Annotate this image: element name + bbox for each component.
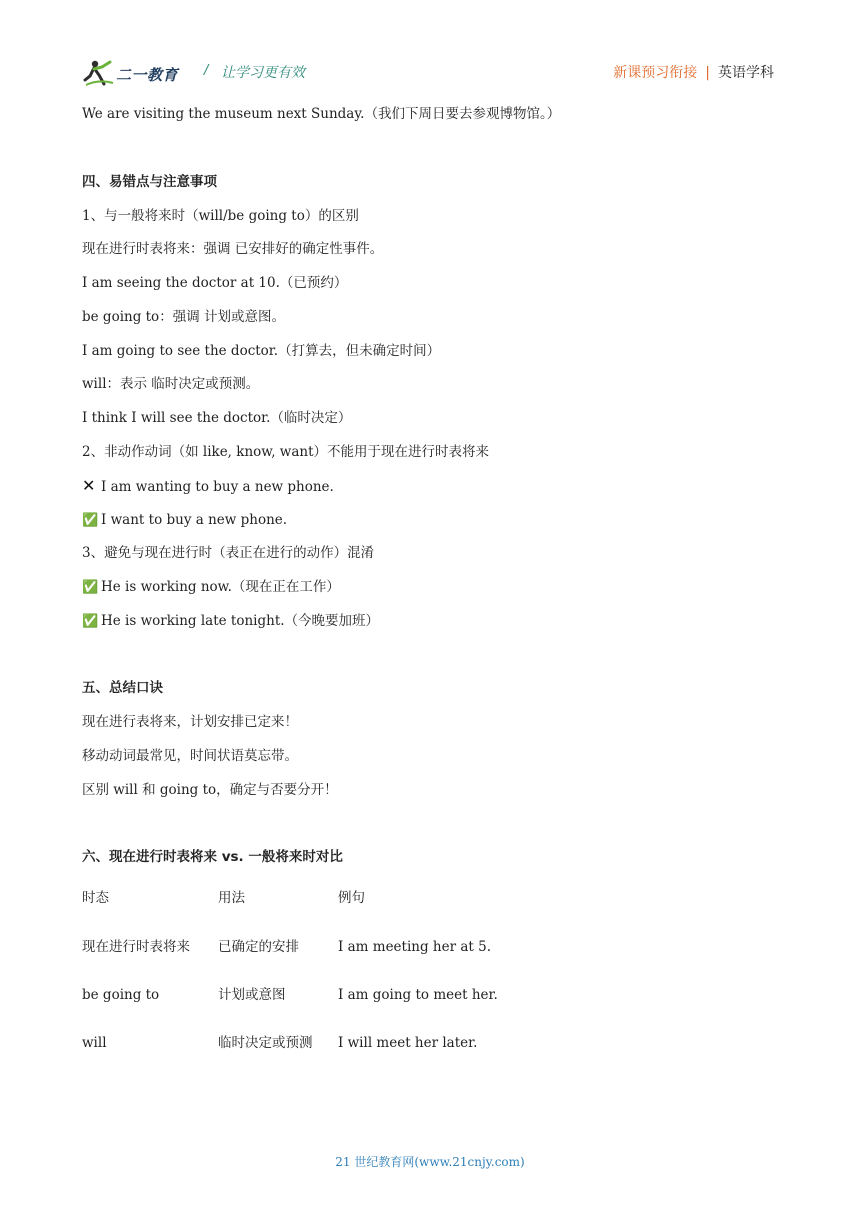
- logo-text: 二一教育: [116, 66, 179, 84]
- table-cell: be going to: [82, 987, 160, 1003]
- page-header: [82, 56, 774, 90]
- course-label: 新课预习衔接: [613, 65, 698, 81]
- table-cell: 已确定的安排: [218, 939, 299, 955]
- check-icon: ✅: [82, 614, 99, 629]
- section-heading-4: 四、易错点与注意事项: [82, 174, 217, 190]
- example-text: He is working now.（现在正在工作）: [101, 579, 340, 595]
- check-icon: ✅: [82, 580, 99, 595]
- table-cell: I am going to meet her.: [338, 987, 498, 1003]
- table-header-cell: 例句: [338, 890, 365, 906]
- correct-example: [82, 611, 379, 632]
- text-line: 3、避免与现在进行时（表正在进行的动作）混淆: [82, 545, 375, 561]
- wrong-example: [82, 476, 334, 497]
- header-slogan: 让学习更有效: [221, 65, 305, 81]
- table-cell: 现在进行时表将来: [82, 939, 190, 955]
- correct-example: [82, 510, 287, 531]
- logo: [82, 58, 194, 88]
- section-heading-6: 六、现在进行时表将来 vs. 一般将来时对比: [82, 849, 343, 865]
- table-cell: I will meet her later.: [338, 1035, 478, 1051]
- runner-logo-icon: [82, 58, 116, 88]
- text-line: I am seeing the doctor at 10.（已预约）: [82, 275, 348, 291]
- text-line: 区别 will 和 going to，确定与否要分开！: [82, 782, 338, 798]
- table-cell: 计划或意图: [218, 987, 286, 1003]
- correct-example: [82, 577, 340, 598]
- example-text: I am wanting to buy a new phone.: [101, 479, 334, 495]
- text-line: 1、与一般将来时（will/be going to）的区别: [82, 208, 359, 224]
- text-line: 现在进行表将来，计划安排已定来！: [82, 714, 298, 730]
- cross-icon: ✕: [82, 476, 96, 495]
- example-text: I want to buy a new phone.: [101, 512, 288, 528]
- header-right: [613, 62, 774, 82]
- table-cell: I am meeting her at 5.: [338, 939, 491, 955]
- section-heading-5: 五、总结口诀: [82, 680, 163, 696]
- example-text: He is working late tonight.（今晚要加班）: [101, 613, 380, 629]
- text-line: I am going to see the doctor.（打算去，但未确定时间）: [82, 343, 441, 359]
- text-line: will：表示 临时决定或预测。: [82, 376, 260, 392]
- header-slash: /: [204, 63, 209, 78]
- check-icon: ✅: [82, 513, 99, 528]
- subject-label: 英语学科: [718, 65, 774, 81]
- text-line: be going to：强调 计划或意图。: [82, 309, 285, 325]
- text-line: 移动动词最常见，时间状语莫忘带。: [82, 748, 298, 764]
- text-line: 2、非动作动词（如 like, know, want）不能用于现在进行时表将来: [82, 444, 490, 460]
- table-cell: will: [82, 1035, 107, 1051]
- table-cell: 临时决定或预测: [218, 1035, 313, 1051]
- text-line: We are visiting the museum next Sunday.（我们下周日要去参观博物馆。）: [82, 106, 561, 122]
- text-line: 现在进行时表将来：强调 已安排好的确定性事件。: [82, 241, 384, 257]
- header-separator: |: [705, 65, 710, 81]
- table-header-cell: 用法: [218, 890, 245, 906]
- page-footer: 21 世纪教育网(www.21cnjy.com): [335, 1155, 525, 1169]
- table-header-cell: 时态: [82, 890, 109, 906]
- text-line: I think I will see the doctor.（临时决定）: [82, 410, 352, 426]
